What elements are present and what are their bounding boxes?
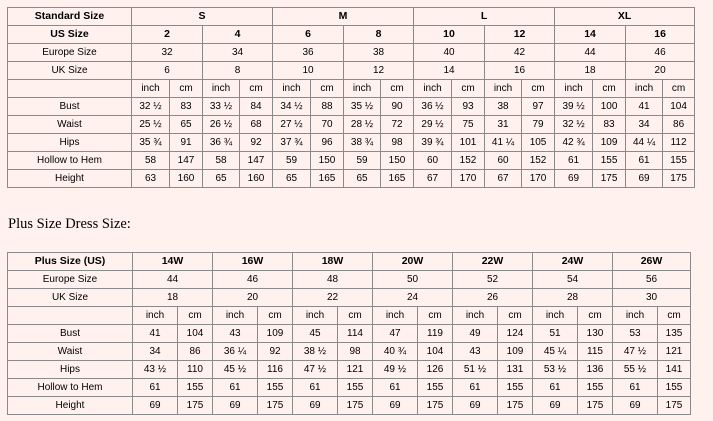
measure-value: 36 ¾ [203,134,240,152]
measure-value: 175 [663,170,695,188]
measure-value: 61 [453,379,498,397]
measure-value: 60 [414,152,452,170]
measure-value: 51 ½ [453,361,498,379]
measure-value: 109 [593,134,626,152]
standard-size-table [7,7,695,188]
us-size: 12 [485,26,555,44]
measure-value: 69 [555,170,593,188]
unit-cm: cm [418,307,453,325]
size-value: 22 [293,289,373,307]
measure-value: 32 ½ [555,116,593,134]
size-value: 18 [555,62,626,80]
size-value: 44 [133,271,213,289]
us-size: 8 [344,26,414,44]
measure-value: 26 ½ [203,116,240,134]
measure-value: 101 [452,134,485,152]
measure-value: 160 [240,170,273,188]
measure-value: 175 [578,397,613,415]
measure-label: Hollow to Hem [8,152,132,170]
measure-value: 53 [613,325,658,343]
measure-label: Hips [8,361,133,379]
unit-cm: cm [311,80,344,98]
measure-value: 55 ½ [613,361,658,379]
plus-size: 16W [213,253,293,271]
measure-row [8,343,691,361]
plus-size: 20W [373,253,453,271]
measure-value: 44 ¼ [626,134,663,152]
measure-value: 160 [170,170,203,188]
measure-value: 165 [381,170,414,188]
measure-value: 35 ¾ [132,134,170,152]
measure-value: 38 [485,98,522,116]
measure-label: Hollow to Hem [8,379,133,397]
measure-value: 130 [578,325,613,343]
measure-value: 96 [311,134,344,152]
us-size: 4 [203,26,273,44]
measure-value: 37 ¾ [273,134,311,152]
size-value: 34 [203,44,273,62]
measure-value: 114 [338,325,373,343]
measure-value: 109 [498,343,533,361]
unit-inch: inch [555,80,593,98]
measure-value: 33 ½ [203,98,240,116]
unit-cm: cm [258,307,293,325]
unit-inch: inch [132,80,170,98]
measure-value: 155 [498,379,533,397]
plus-size: 26W [613,253,691,271]
size-value: 8 [203,62,273,80]
measure-value: 67 [414,170,452,188]
size-value: 46 [213,271,293,289]
measure-value: 47 [373,325,418,343]
measure-label: Waist [8,116,132,134]
measure-value: 155 [578,379,613,397]
measure-value: 61 [533,379,578,397]
size-value: 24 [373,289,453,307]
size-group-l: L [414,8,555,26]
measure-value: 135 [658,325,691,343]
measure-value: 155 [593,152,626,170]
measure-value: 69 [293,397,338,415]
size-value: 44 [555,44,626,62]
size-value: 40 [414,44,485,62]
measure-value: 61 [555,152,593,170]
measure-value: 47 ½ [613,343,658,361]
plus-size-title: Plus Size Dress Size: [8,216,131,232]
unit-inch: inch [273,80,311,98]
measure-value: 53 ½ [533,361,578,379]
measure-value: 43 [453,343,498,361]
measure-value: 119 [418,325,453,343]
size-value: 20 [626,62,695,80]
unit-inch: inch [533,307,578,325]
row-label: Europe Size [8,271,133,289]
measure-value: 150 [311,152,344,170]
measure-value: 29 ½ [414,116,452,134]
plus-size: 24W [533,253,613,271]
size-value: 26 [453,289,533,307]
size-value: 42 [485,44,555,62]
measure-value: 92 [240,134,273,152]
us-size-label: US Size [8,26,132,44]
measure-value: 45 ½ [213,361,258,379]
measure-value: 34 [133,343,178,361]
measure-value: 61 [373,379,418,397]
unit-cm: cm [578,307,613,325]
size-value: 32 [132,44,203,62]
measure-value: 63 [132,170,170,188]
measure-value: 93 [452,98,485,116]
measure-value: 61 [213,379,258,397]
size-value: 30 [613,289,691,307]
measure-value: 32 ½ [132,98,170,116]
measure-value: 49 ½ [373,361,418,379]
measure-value: 147 [240,152,273,170]
measure-value: 115 [578,343,613,361]
size-value: 10 [273,62,344,80]
unit-inch: inch [293,307,338,325]
measure-label: Waist [8,343,133,361]
measure-value: 104 [178,325,213,343]
measure-value: 40 ¾ [373,343,418,361]
measure-value: 170 [452,170,485,188]
measure-value: 175 [658,397,691,415]
measure-value: 150 [381,152,414,170]
measure-value: 59 [344,152,381,170]
measure-value: 110 [178,361,213,379]
measure-value: 112 [663,134,695,152]
measure-value: 155 [178,379,213,397]
measure-value: 175 [338,397,373,415]
size-value: 28 [533,289,613,307]
measure-value: 51 [533,325,578,343]
plus-size: 14W [133,253,213,271]
measure-value: 27 ½ [273,116,311,134]
unit-cm: cm [178,307,213,325]
conversion-row [8,271,691,289]
unit-cm: cm [170,80,203,98]
measure-value: 109 [258,325,293,343]
measure-value: 45 ¼ [533,343,578,361]
size-group-s: S [132,8,273,26]
measure-value: 90 [381,98,414,116]
measure-value: 43 ½ [133,361,178,379]
measure-value: 60 [485,152,522,170]
measure-label: Height [8,397,133,415]
measure-row [8,98,695,116]
unit-cm: cm [522,80,555,98]
measure-label: Bust [8,98,132,116]
unit-inch: inch [453,307,498,325]
unit-cm: cm [658,307,691,325]
unit-inch: inch [133,307,178,325]
measure-value: 72 [381,116,414,134]
measure-value: 91 [170,134,203,152]
unit-inch: inch [344,80,381,98]
us-size: 14 [555,26,626,44]
measure-value: 83 [593,116,626,134]
unit-cm: cm [381,80,414,98]
measure-row [8,397,691,415]
measure-value: 155 [338,379,373,397]
measure-value: 39 ¾ [414,134,452,152]
conversion-row [8,62,695,80]
header-label: Standard Size [8,8,132,26]
unit-inch: inch [613,307,658,325]
measure-value: 28 ½ [344,116,381,134]
measure-value: 65 [203,170,240,188]
measure-value: 147 [170,152,203,170]
size-value: 50 [373,271,453,289]
header-label: Plus Size (US) [8,253,133,271]
plus-size: 22W [453,253,533,271]
measure-row [8,170,695,188]
measure-value: 86 [663,116,695,134]
measure-value: 35 ½ [344,98,381,116]
measure-value: 97 [522,98,555,116]
measure-value: 41 [626,98,663,116]
measure-value: 141 [658,361,691,379]
measure-value: 65 [170,116,203,134]
measure-value: 36 ¼ [213,343,258,361]
measure-value: 45 [293,325,338,343]
measure-value: 175 [178,397,213,415]
measure-value: 124 [498,325,533,343]
unit-inch: inch [485,80,522,98]
measure-value: 98 [338,343,373,361]
size-value: 54 [533,271,613,289]
measure-value: 34 ½ [273,98,311,116]
us-size: 6 [273,26,344,44]
plus-size-row [8,253,691,271]
measure-value: 165 [311,170,344,188]
size-group-m: M [273,8,414,26]
measure-value: 38 ¾ [344,134,381,152]
size-group-row [8,8,695,26]
measure-value: 47 ½ [293,361,338,379]
measure-label: Height [8,170,132,188]
unit-row [8,307,691,325]
measure-value: 104 [418,343,453,361]
measure-value: 69 [613,397,658,415]
measure-value: 155 [258,379,293,397]
measure-value: 86 [178,343,213,361]
measure-value: 126 [418,361,453,379]
measure-value: 75 [452,116,485,134]
measure-value: 49 [453,325,498,343]
measure-value: 41 ¼ [485,134,522,152]
measure-value: 131 [498,361,533,379]
measure-value: 70 [311,116,344,134]
unit-row [8,80,695,98]
measure-value: 58 [203,152,240,170]
unit-cm: cm [663,80,695,98]
measure-value: 170 [522,170,555,188]
unit-inch: inch [373,307,418,325]
measure-value: 36 ½ [414,98,452,116]
measure-value: 69 [133,397,178,415]
size-value: 14 [414,62,485,80]
measure-value: 116 [258,361,293,379]
unit-cm: cm [593,80,626,98]
unit-cm: cm [452,80,485,98]
measure-value: 34 [626,116,663,134]
measure-value: 175 [258,397,293,415]
measure-value: 67 [485,170,522,188]
blank-cell [8,307,133,325]
measure-row [8,134,695,152]
measure-value: 61 [133,379,178,397]
measure-value: 39 ½ [555,98,593,116]
unit-inch: inch [203,80,240,98]
measure-value: 59 [273,152,311,170]
unit-cm: cm [240,80,273,98]
measure-value: 175 [418,397,453,415]
measure-value: 61 [293,379,338,397]
measure-value: 65 [273,170,311,188]
measure-value: 41 [133,325,178,343]
measure-value: 155 [663,152,695,170]
measure-value: 69 [373,397,418,415]
size-value: 20 [213,289,293,307]
measure-value: 152 [522,152,555,170]
measure-row [8,325,691,343]
measure-label: Hips [8,134,132,152]
measure-value: 104 [663,98,695,116]
plus-size: 18W [293,253,373,271]
plus-size-table [7,252,691,415]
size-value: 16 [485,62,555,80]
measure-value: 98 [381,134,414,152]
measure-value: 25 ½ [132,116,170,134]
measure-value: 43 [213,325,258,343]
measure-row [8,379,691,397]
measure-value: 38 ½ [293,343,338,361]
size-value: 6 [132,62,203,80]
measure-row [8,152,695,170]
measure-value: 79 [522,116,555,134]
measure-value: 175 [498,397,533,415]
measure-label: Bust [8,325,133,343]
measure-value: 88 [311,98,344,116]
conversion-row [8,44,695,62]
measure-value: 105 [522,134,555,152]
measure-row [8,116,695,134]
measure-value: 100 [593,98,626,116]
measure-value: 84 [240,98,273,116]
row-label: UK Size [8,62,132,80]
measure-value: 69 [533,397,578,415]
measure-value: 83 [170,98,203,116]
size-group-xl: XL [555,8,695,26]
unit-inch: inch [626,80,663,98]
conversion-row [8,289,691,307]
measure-value: 121 [338,361,373,379]
measure-value: 152 [452,152,485,170]
us-size: 10 [414,26,485,44]
measure-value: 155 [418,379,453,397]
measure-value: 136 [578,361,613,379]
measure-value: 31 [485,116,522,134]
measure-value: 61 [626,152,663,170]
unit-cm: cm [338,307,373,325]
measure-value: 42 ¾ [555,134,593,152]
size-value: 56 [613,271,691,289]
blank-cell [8,80,132,98]
measure-value: 121 [658,343,691,361]
measure-value: 155 [658,379,691,397]
measure-row [8,361,691,379]
row-label: Europe Size [8,44,132,62]
us-size: 2 [132,26,203,44]
row-label: UK Size [8,289,133,307]
measure-value: 58 [132,152,170,170]
size-value: 52 [453,271,533,289]
size-value: 18 [133,289,213,307]
size-value: 38 [344,44,414,62]
measure-value: 92 [258,343,293,361]
unit-inch: inch [414,80,452,98]
us-size-row [8,26,695,44]
unit-inch: inch [213,307,258,325]
size-value: 48 [293,271,373,289]
us-size: 16 [626,26,695,44]
measure-value: 65 [344,170,381,188]
measure-value: 69 [453,397,498,415]
measure-value: 175 [593,170,626,188]
measure-value: 61 [613,379,658,397]
measure-value: 68 [240,116,273,134]
size-value: 12 [344,62,414,80]
size-value: 46 [626,44,695,62]
measure-value: 69 [213,397,258,415]
measure-value: 69 [626,170,663,188]
unit-cm: cm [498,307,533,325]
size-value: 36 [273,44,344,62]
